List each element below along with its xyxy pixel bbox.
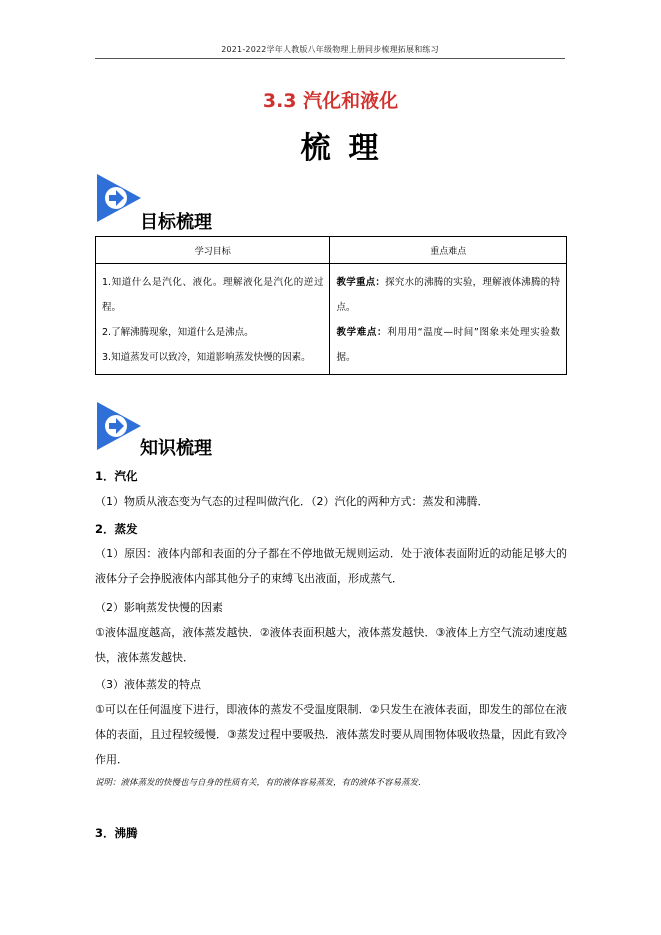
objective-item: 2.了解沸腾现象，知道什么是沸点。 [102,327,254,338]
goals-header-objectives: 学习目标 [96,237,330,264]
difficulty-text: 利用用“温度—时间”图象来处理实验数据。 [336,327,560,363]
goals-table [95,236,567,375]
heading-evaporation: 2．蒸发 [95,522,138,536]
objective-item: 1.知道什么是汽化、液化。理解液化是汽化的逆过程。 [102,277,324,313]
paragraph: （1）物质从液态变为气态的过程叫做汽化．（2）汽化的两种方式：蒸发和沸腾． [95,495,489,508]
big-title: 梳理 [300,131,397,166]
paragraph: （3）液体蒸发的特点 [95,678,201,691]
header-rule [95,58,565,59]
note: 说明：液体蒸发的快慢也与自身的性质有关，有的液体容易蒸发，有的液体不容易蒸发． [95,778,427,788]
difficulty-label: 教学难点： [336,327,388,338]
page-header: 2021-2022学年人教版八年级物理上册同步梳理拓展和练习 [221,45,439,54]
key-points-cell [330,264,567,375]
heading-vaporization: 1．汽化 [95,469,138,483]
section-title-knowledge: 知识梳理 [140,438,212,459]
paragraph: （2）影响蒸发快慢的因素 [95,601,223,614]
lesson-title: 3.3 汽化和液化 [262,90,399,112]
arrow-circle-icon [95,400,143,452]
paragraph: ①液体温度越高，液体蒸发越快．②液体表面积越大，液体蒸发越快．③液体上方空气流动速度越快，液体蒸发越快． [95,626,567,664]
section-title-goals: 目标梳理 [140,212,212,233]
paragraph: （1）原因：液体内部和表面的分子都在不停地做无规则运动．处于液体表面附近的动能足够大的液体分子会挣脱液体内部其他分子的束缚飞出液面，形成蒸气． [95,547,567,585]
heading-boiling: 3．沸腾 [95,826,138,840]
paragraph: ①可以在任何温度下进行，即液体的蒸发不受温度限制．②只发生在液体表面，即发生的部位在液体的表面，且过程较缓慢．③蒸发过程中要吸热．液体蒸发时要从周围物体吸收热量，因此有致冷作用． [95,703,567,766]
objectives-cell [96,264,330,375]
goals-header-key-points: 重点难点 [330,237,567,264]
key-label: 教学重点： [336,277,386,288]
arrow-circle-icon [95,172,143,224]
key-text: 探究水的沸腾的实验，理解液体沸腾的特点。 [336,277,560,313]
objective-item: 3.知道蒸发可以致冷，知道影响蒸发快慢的因素。 [102,352,311,363]
